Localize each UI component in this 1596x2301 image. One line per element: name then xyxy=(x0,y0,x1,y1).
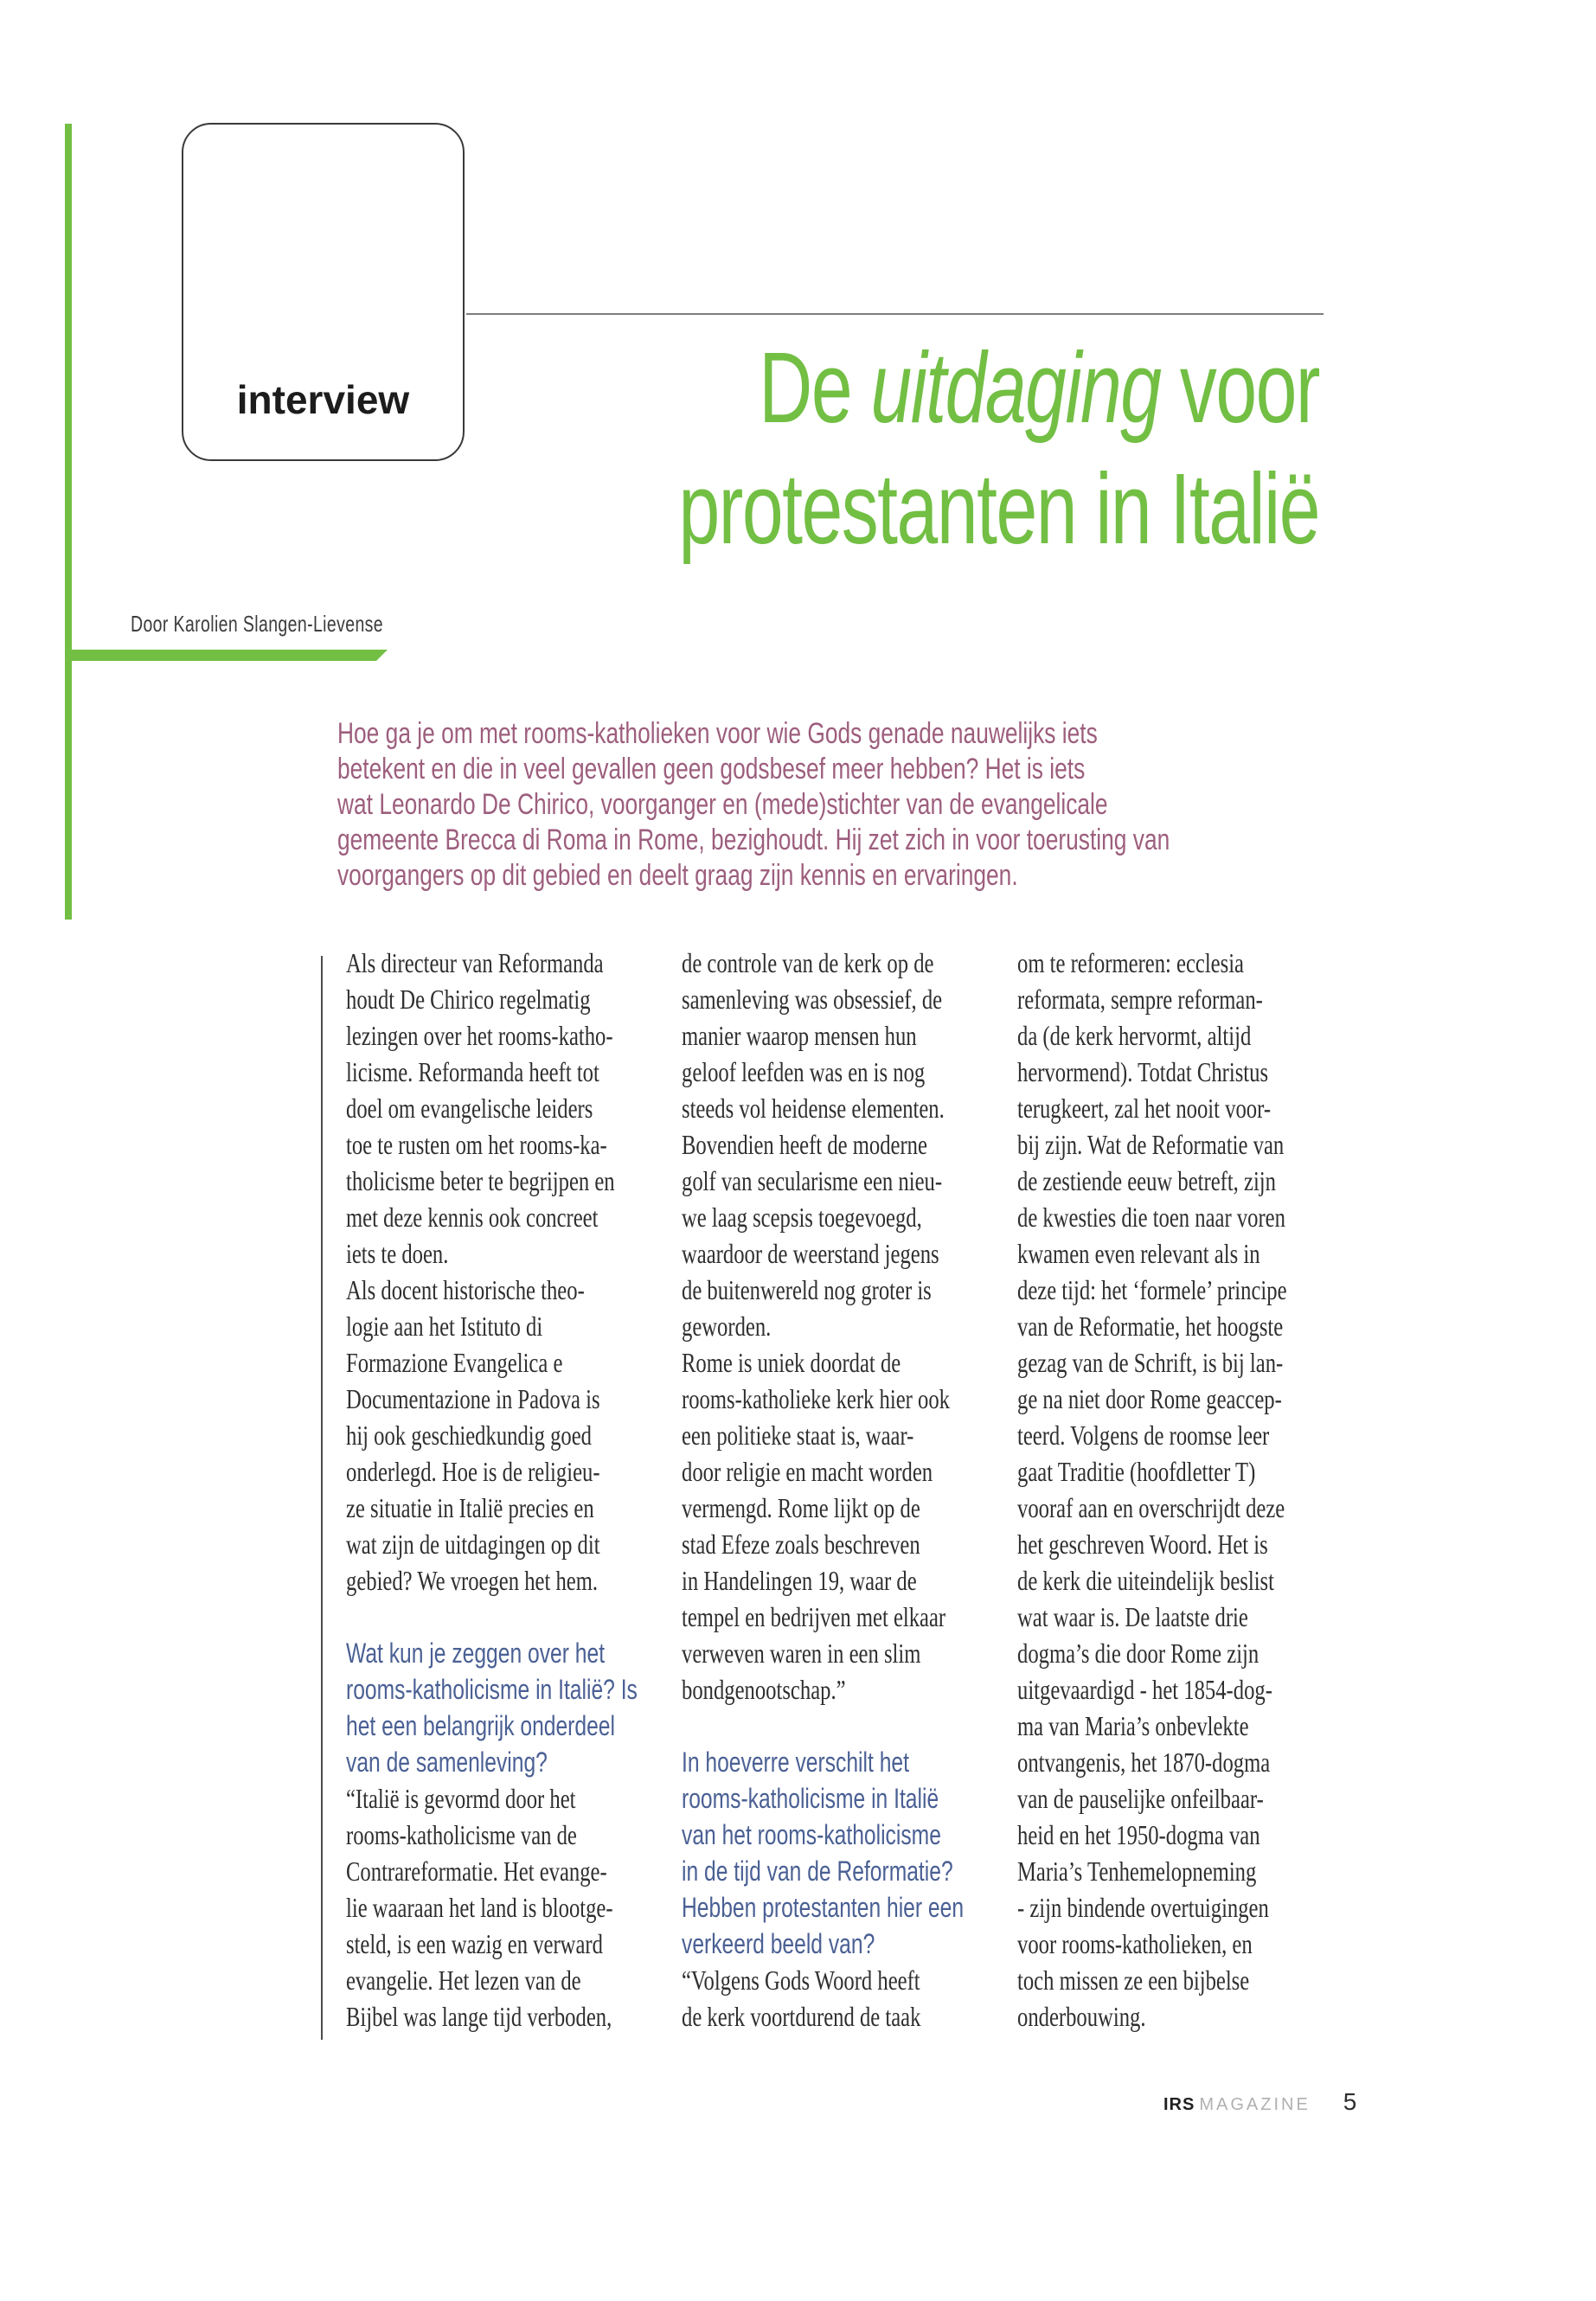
text-line: gebied? We vroegen het hem. xyxy=(346,1565,599,1596)
text-line: wat waar is. De laatste drie xyxy=(1017,1601,1248,1632)
text-line: In hoeverre verschilt het xyxy=(682,1747,909,1778)
text-line: lie waaraan het land is blootge- xyxy=(346,1892,613,1923)
text-line: doel om evangelische leiders xyxy=(346,1093,593,1124)
text-line: da (de kerk hervormt, altijd xyxy=(1017,1020,1252,1051)
question-heading xyxy=(682,1744,990,1962)
paragraph xyxy=(346,1272,655,1599)
text-line: om te reformeren: ecclesia xyxy=(1017,947,1244,978)
text-line: van het rooms-katholicisme xyxy=(682,1819,941,1850)
text-line: gaat Traditie (hoofdletter T) xyxy=(1017,1456,1256,1487)
text-line: gemeente Brecca di Roma in Rome, bezighoudt. Hij zet zich in voor toerusting van xyxy=(337,824,1170,856)
text-line: vermengd. Rome lijkt op de xyxy=(682,1492,920,1523)
text-line: van de pauselijke onfeilbaar- xyxy=(1017,1783,1264,1814)
text-line: lezingen over het rooms-katho- xyxy=(346,1020,613,1051)
body-column-2 xyxy=(682,945,990,2035)
paragraph xyxy=(346,1780,655,2035)
text-line: hervormend). Totdat Christus xyxy=(1017,1056,1269,1087)
title-line1 xyxy=(423,327,1319,448)
text-line: verkeerd beeld van? xyxy=(682,1928,875,1959)
title-line1-post: voor xyxy=(1160,331,1319,444)
text-line: hij ook geschiedkundig goed xyxy=(346,1420,592,1451)
text-line: rooms-katholicisme in Italië xyxy=(682,1783,939,1814)
text-line: vooraf aan en overschrijdt deze xyxy=(1017,1492,1285,1523)
text-line: geworden. xyxy=(682,1311,772,1342)
text-line: Als docent historische theo- xyxy=(346,1274,585,1305)
text-line: steld, is een wazig en verward xyxy=(346,1928,603,1959)
body-column-1 xyxy=(346,945,655,2035)
text-line: ontvangenis, het 1870-dogma xyxy=(1017,1747,1271,1778)
text-line: logie aan het Istituto di xyxy=(346,1311,543,1342)
title-line1-pre: De xyxy=(759,331,871,444)
text-line: iets te doen. xyxy=(346,1238,449,1269)
text-line: van de samenleving? xyxy=(346,1747,548,1778)
text-line: “Italië is gevormd door het xyxy=(346,1783,576,1814)
text-line: ma van Maria’s onbevlekte xyxy=(1017,1710,1249,1741)
question-heading xyxy=(346,1635,655,1780)
text-line: de kerk voortdurend de taak xyxy=(682,2001,921,2032)
text-line: rooms-katholieke kerk hier ook xyxy=(682,1383,950,1414)
left-accent-line xyxy=(65,124,72,920)
text-line: evangelie. Het lezen van de xyxy=(346,1965,581,1996)
text-line: de controle van de kerk op de xyxy=(682,947,934,978)
text-line: verweven waren in een slim xyxy=(682,1638,921,1669)
page-footer xyxy=(1163,2088,1356,2116)
text-line: Formazione Evangelica e xyxy=(346,1347,563,1378)
text-line: Wat kun je zeggen over het xyxy=(346,1638,606,1669)
text-line: de kwesties die toen naar voren xyxy=(1017,1202,1285,1233)
text-line: het geschreven Woord. Het is xyxy=(1017,1529,1268,1560)
text-line: tholicisme beter te begrijpen en xyxy=(346,1165,615,1196)
text-line: Hoe ga je om met rooms-katholieken voor wie Gods genade nauwelijks iets xyxy=(337,717,1098,750)
body-column-3 xyxy=(1017,945,1326,2035)
paragraph xyxy=(682,1344,990,1708)
text-line: stad Efeze zoals beschreven xyxy=(682,1529,920,1560)
text-line: ze situatie in Italië precies en xyxy=(346,1492,594,1523)
page-number: 5 xyxy=(1343,2088,1357,2115)
text-line: rooms-katholicisme in Italië? Is xyxy=(346,1674,638,1705)
text-line: Contrareformatie. Het evange- xyxy=(346,1856,607,1887)
paragraph xyxy=(346,945,655,1272)
text-line: licisme. Reformanda heeft tot xyxy=(346,1056,599,1087)
text-line: wat zijn de uitdagingen op dit xyxy=(346,1529,600,1560)
text-line: gezag van de Schrift, is bij lan- xyxy=(1017,1347,1284,1378)
text-line: toe te rusten om het rooms-ka- xyxy=(346,1129,607,1160)
text-line: onderbouwing. xyxy=(1017,2001,1146,2032)
text-line: heid en het 1950-dogma van xyxy=(1017,1819,1260,1850)
text-line: het een belangrijk onderdeel xyxy=(346,1710,615,1741)
text-line: Maria’s Tenhemelopneming xyxy=(1017,1856,1257,1887)
paragraph xyxy=(682,945,990,1344)
text-line: kwamen even relevant als in xyxy=(1017,1238,1260,1269)
text-line: toch missen ze een bijbelse xyxy=(1017,1965,1250,1996)
text-line: een politieke staat is, waar- xyxy=(682,1420,914,1451)
text-line: - zijn bindende overtuigingen xyxy=(1017,1892,1269,1923)
text-line: in Handelingen 19, waar de xyxy=(682,1565,917,1596)
column-rule xyxy=(321,956,323,2040)
text-line: met deze kennis ook concreet xyxy=(346,1202,599,1233)
text-line: rooms-katholicisme van de xyxy=(346,1819,577,1850)
text-line: golf van secularisme een nieu- xyxy=(682,1165,943,1196)
text-line: bondgenootschap.” xyxy=(682,1674,846,1705)
text-line: de kerk die uiteindelijk beslist xyxy=(1017,1565,1274,1596)
paragraph xyxy=(1017,945,1326,2035)
text-line: in de tijd van de Reformatie? xyxy=(682,1856,953,1887)
text-line: uitgevaardigd - het 1854-dog- xyxy=(1017,1674,1272,1705)
magazine-brand-bold: IRS xyxy=(1163,2095,1195,2114)
header-rule xyxy=(466,313,1324,315)
spacer xyxy=(346,1599,655,1635)
text-line: Bijbel was lange tijd verboden, xyxy=(346,2001,612,2032)
interview-badge-label: interview xyxy=(236,377,410,422)
text-line: Rome is uniek doordat de xyxy=(682,1347,901,1378)
text-line: van de Reformatie, het hoogste xyxy=(1017,1311,1284,1342)
article-title xyxy=(423,327,1319,569)
text-line: voor rooms-katholieken, en xyxy=(1017,1928,1253,1959)
text-line: Hebben protestanten hier een xyxy=(682,1892,965,1923)
text-line: we laag scepsis toegevoegd, xyxy=(682,1202,922,1233)
text-line: wat Leonardo De Chirico, voorganger en (mede)stichter van de evangelicale xyxy=(337,788,1108,821)
intro-paragraph xyxy=(337,716,1306,894)
text-line: ge na niet door Rome geaccep- xyxy=(1017,1383,1282,1414)
text-line: teerd. Volgens de roomse leer xyxy=(1017,1420,1270,1451)
magazine-brand-light: MAGAZINE xyxy=(1199,2095,1311,2114)
text-line: onderlegd. Hoe is de religieu- xyxy=(346,1456,600,1487)
title-line2: protestanten in Italië xyxy=(678,452,1319,565)
title-line1-italic-word: uitdaging xyxy=(870,331,1161,444)
text-line: reformata, sempre reforman- xyxy=(1017,984,1263,1015)
interview-badge xyxy=(182,123,465,461)
text-line: tempel en bedrijven met elkaar xyxy=(682,1601,946,1632)
text-line: Documentazione in Padova is xyxy=(346,1383,600,1414)
byline: Door Karolien Slangen-Lievense xyxy=(131,611,384,637)
text-line: de zestiende eeuw betreft, zijn xyxy=(1017,1165,1276,1196)
text-line: de buitenwereld nog groter is xyxy=(682,1274,932,1305)
text-line: steeds vol heidense elementen. xyxy=(682,1093,945,1124)
text-line: terugkeert, zal het nooit voor- xyxy=(1017,1093,1272,1124)
spacer xyxy=(682,1708,990,1744)
text-line: waardoor de weerstand jegens xyxy=(682,1238,939,1269)
text-line: voorgangers op dit gebied en deelt graag zijn kennis en ervaringen. xyxy=(337,859,1018,892)
paragraph xyxy=(682,1962,990,2035)
text-line: dogma’s die door Rome zijn xyxy=(1017,1638,1259,1669)
text-line: deze tijd: het ‘formele’ principe xyxy=(1017,1274,1287,1305)
text-line: door religie en macht worden xyxy=(682,1456,933,1487)
text-line: betekent en die in veel gevallen geen godsbesef meer hebben? Het is iets xyxy=(337,753,1086,785)
text-line: houdt De Chirico regelmatig xyxy=(346,984,591,1015)
byline-accent-bar xyxy=(65,650,388,661)
text-line: samenleving was obsessief, de xyxy=(682,984,943,1015)
text-line: “Volgens Gods Woord heeft xyxy=(682,1965,920,1996)
text-line: manier waarop mensen hun xyxy=(682,1020,917,1051)
text-line: Bovendien heeft de moderne xyxy=(682,1129,927,1160)
text-line: bij zijn. Wat de Reformatie van xyxy=(1017,1129,1285,1160)
text-line: Als directeur van Reformanda xyxy=(346,947,604,978)
text-line: geloof leefden was en is nog xyxy=(682,1056,926,1087)
